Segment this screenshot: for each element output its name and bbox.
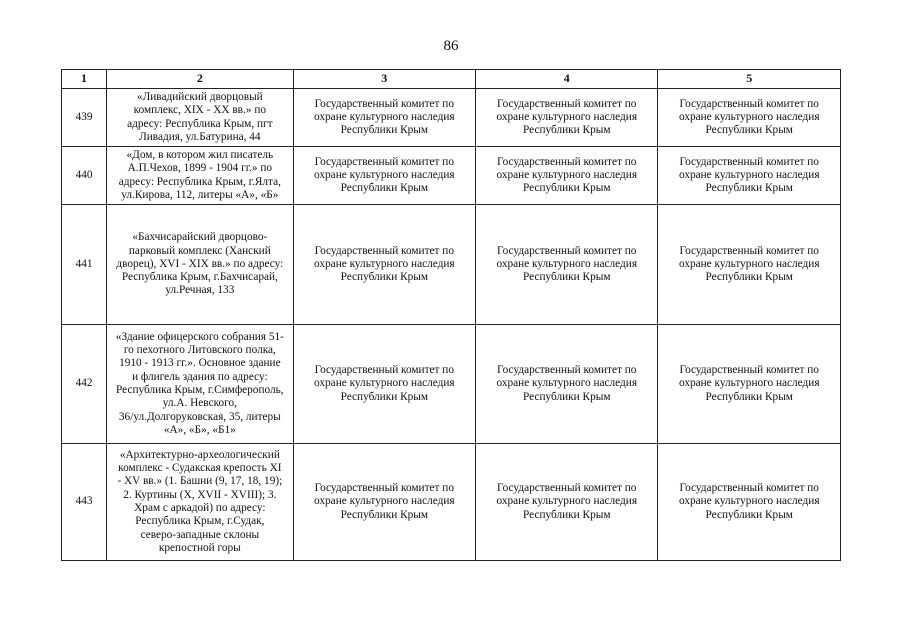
column-3-cell [293, 89, 475, 147]
column-5-cell [658, 205, 841, 325]
cell-text-line: охране культурного наследия [314, 495, 455, 508]
cell-text-line: охране культурного наследия [678, 168, 820, 181]
cell-text-line: охране культурного наследия [314, 168, 455, 181]
cell-text-line: адресу: Республика Крым, г.Ялта, [118, 175, 281, 188]
column-4-cell [476, 325, 658, 444]
cell-text-line: Республики Крым [705, 124, 793, 137]
table-row [62, 205, 841, 325]
table-row [62, 325, 841, 444]
object-name-cell [107, 147, 293, 205]
cell-text-line: ул.А. Невского, [162, 397, 237, 410]
cell-text-line: Республики Крым [340, 182, 429, 195]
cell-text-line: охране культурного наследия [678, 257, 820, 270]
heritage-registry-table [61, 69, 841, 561]
cell-text-line: охране культурного наследия [496, 495, 638, 508]
column-header-1: 1 [62, 70, 107, 89]
cell-text-line: «Здание офицерского собрания 51- [115, 330, 284, 343]
cell-text-line: Республика Крым, г.Симферополь, [116, 384, 284, 396]
cell-text-line: ул.Речная, 133 [165, 284, 235, 297]
column-4-cell [476, 89, 658, 147]
cell-text-line: Государственный комитет по [497, 364, 637, 377]
column-3-cell [293, 205, 475, 325]
cell-text-line: Республики Крым [340, 508, 429, 521]
cell-text-line: охране культурного наследия [314, 257, 455, 270]
column-header-5: 5 [658, 70, 841, 89]
cell-text-line: Государственный комитет по [497, 97, 637, 110]
cell-text-line: северо-западные склоны [140, 528, 260, 541]
column-header-2: 2 [107, 70, 293, 89]
row-number: 441 [62, 205, 107, 325]
cell-text-line: и флигель здания по адресу: [132, 370, 268, 383]
table-header-row [62, 70, 841, 89]
cell-text-line: «А», «Б», «Б1» [163, 423, 236, 436]
object-name-cell [107, 89, 293, 147]
cell-text-line: «Архитектурно-археологический [119, 448, 280, 461]
cell-text-line: Республики Крым [523, 182, 611, 195]
cell-text-line: охране культурного наследия [314, 377, 455, 390]
cell-text-line: крепостной горы [158, 541, 241, 554]
cell-text-line: охране культурного наследия [496, 257, 638, 270]
cell-text-line: Республики Крым [705, 271, 793, 284]
cell-text-line: Республики Крым [340, 124, 429, 137]
cell-text-line: Государственный комитет по [679, 482, 819, 495]
cell-text-line: Республики Крым [523, 508, 611, 521]
cell-text-line: дворец), XVI - XIX вв.» по адресу: [116, 257, 284, 270]
page-number: 86 [443, 38, 459, 54]
cell-text-line: Государственный комитет по [314, 244, 455, 257]
cell-text-line: Республика Крым, г.Бахчисарай, [121, 271, 278, 284]
cell-text-line: Республики Крым [523, 271, 611, 284]
cell-text-line: Государственный комитет по [314, 97, 455, 110]
cell-text-line: Государственный комитет по [679, 244, 819, 257]
row-number: 443 [62, 444, 107, 561]
row-number: 439 [62, 89, 107, 147]
cell-text-line: охране культурного наследия [496, 168, 638, 181]
cell-text-line: «Ливадийский дворцовый [136, 90, 263, 103]
column-3-cell [293, 325, 475, 444]
cell-text-line: «Дом, в котором жил писатель [126, 148, 274, 161]
cell-text-line: Государственный комитет по [497, 155, 637, 168]
column-5-cell [658, 89, 841, 147]
cell-text-line: Государственный комитет по [497, 482, 637, 495]
cell-text-line: - XV вв.» (1. Башни (9, 17, 18, 19); [117, 475, 283, 488]
cell-text-line: «Бахчисарайский дворцово- [132, 231, 268, 244]
cell-text-line: парковый комплекс (Ханский [128, 244, 271, 257]
object-name-cell [107, 444, 293, 561]
table-row [62, 147, 841, 205]
row-number: 442 [62, 325, 107, 444]
column-4-cell [476, 205, 658, 325]
cell-text-line: комплекс, XIX - XX вв.» по [133, 104, 267, 117]
cell-text-line: Ливадия, ул.Батурина, 44 [139, 130, 261, 143]
row-number: 440 [62, 147, 107, 205]
cell-text-line: Государственный комитет по [679, 364, 819, 377]
object-name-cell [107, 325, 293, 444]
column-3-cell [293, 147, 475, 205]
cell-text-line: Храм с аркадой) по адресу: [134, 502, 266, 514]
cell-text-line: Республика Крым, г.Судак, [135, 515, 265, 528]
cell-text-line: 2. Куртины (X, XVII - XVIII); 3. [123, 488, 277, 501]
cell-text-line: Государственный комитет по [314, 482, 455, 495]
object-name-cell [107, 205, 293, 325]
cell-text-line: Государственный комитет по [314, 155, 455, 168]
cell-text-line: Республики Крым [340, 390, 429, 403]
column-4-cell [476, 147, 658, 205]
cell-text-line: Государственный комитет по [314, 364, 455, 377]
cell-text-line: Республики Крым [705, 508, 793, 521]
cell-text-line: охране культурного наследия [678, 110, 820, 123]
cell-text-line: Государственный комитет по [497, 244, 637, 257]
cell-text-line: охране культурного наследия [314, 110, 455, 123]
cell-text-line: Республики Крым [523, 124, 611, 137]
cell-text-line: го пехотного Литовского полка, [123, 344, 276, 357]
cell-text-line: охране культурного наследия [678, 377, 820, 390]
column-5-cell [658, 325, 841, 444]
column-header-4: 4 [476, 70, 658, 89]
cell-text-line: комплекс - Судакская крепость XI [118, 462, 282, 475]
cell-text-line: ул.Кирова, 112, литеры «А», «Б» [121, 188, 279, 201]
cell-text-line: адресу: Республика Крым, пгт [127, 117, 273, 130]
cell-text-line: охране культурного наследия [496, 110, 638, 123]
cell-text-line: Республики Крым [340, 271, 429, 284]
column-4-cell [476, 444, 658, 561]
column-5-cell [658, 147, 841, 205]
table-row [62, 89, 841, 147]
cell-text-line: Республики Крым [705, 182, 793, 195]
cell-text-line: охране культурного наследия [496, 377, 638, 390]
table-row [62, 444, 841, 561]
cell-text-line: Государственный комитет по [679, 155, 819, 168]
column-3-cell [293, 444, 475, 561]
column-5-cell [658, 444, 841, 561]
column-header-3: 3 [293, 70, 475, 89]
cell-text-line: Республики Крым [705, 390, 793, 403]
cell-text-line: Государственный комитет по [679, 97, 819, 110]
cell-text-line: охране культурного наследия [678, 495, 820, 508]
cell-text-line: Республики Крым [523, 390, 611, 403]
cell-text-line: 36/ул.Долгоруковская, 35, литеры [118, 410, 281, 423]
cell-text-line: А.П.Чехов, 1899 - 1904 гг.» по [127, 162, 273, 175]
cell-text-line: 1910 - 1913 гг.». Основное здание [119, 357, 281, 370]
